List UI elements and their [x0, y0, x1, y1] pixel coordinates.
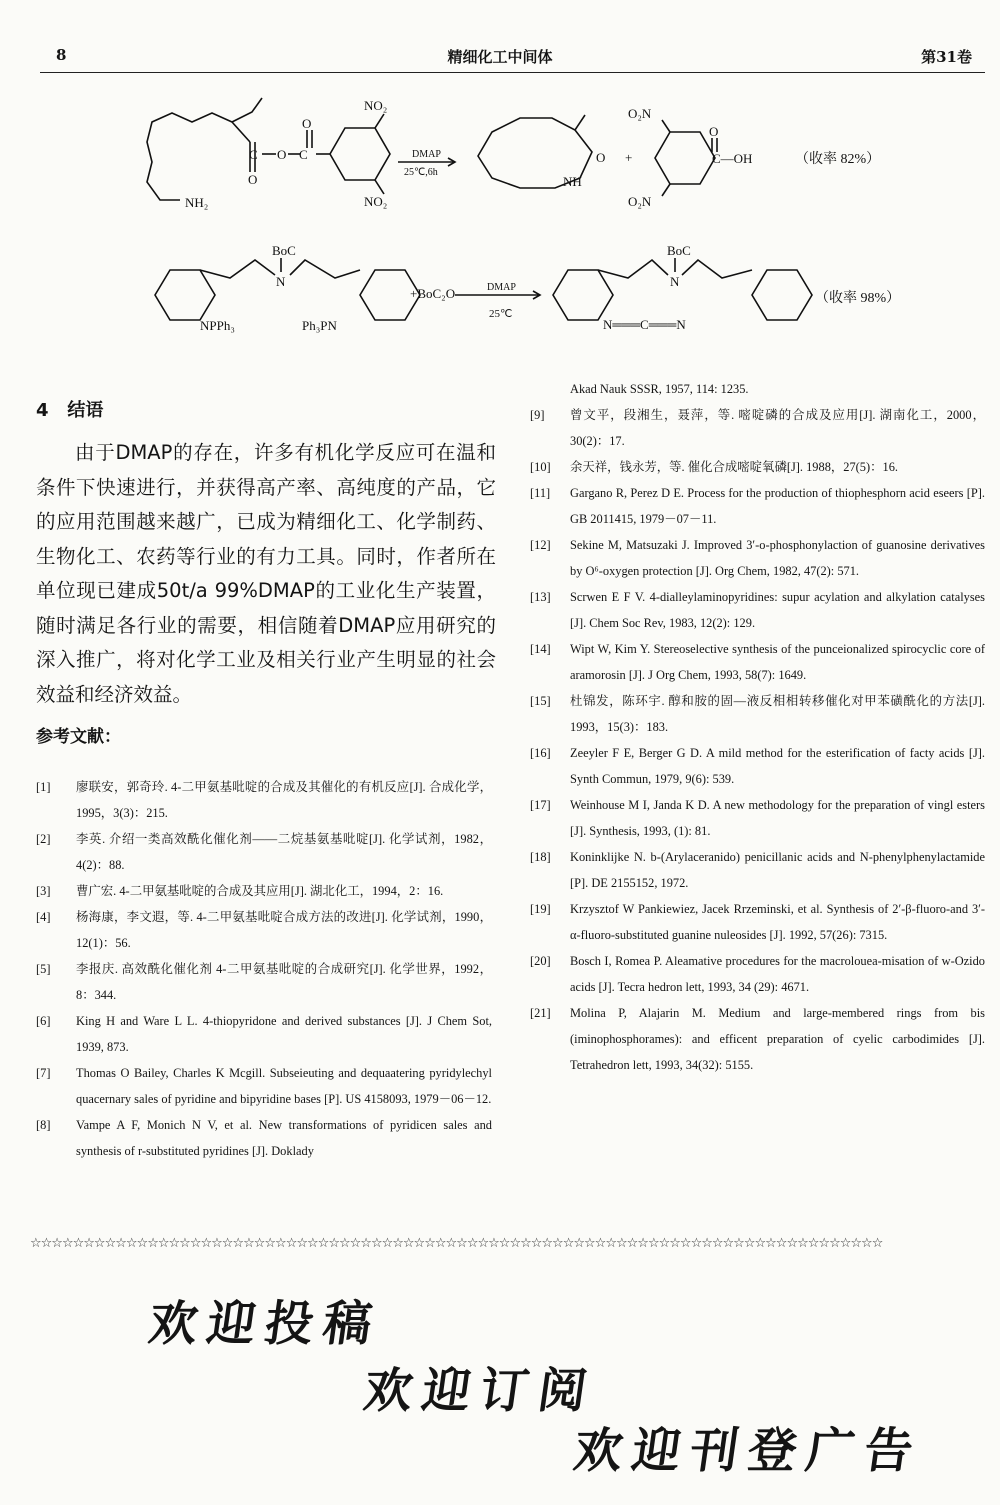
reference-item	[530, 740, 985, 792]
no2-bond-4	[662, 184, 670, 196]
call-for-advertising: 欢迎刊登广告	[570, 1423, 927, 1479]
reference-item	[530, 896, 985, 948]
arrow-catalyst-2: DMAP	[487, 282, 516, 293]
ethyl-branch-2	[575, 115, 585, 130]
ref-text: 余天祥，钱永芳，等. 催化合成嘧啶氧磷[J]. 1988，27(5)：16.	[570, 460, 898, 474]
allyl-chain-4	[682, 260, 752, 278]
call-for-subscriptions: 欢迎订阅	[360, 1363, 601, 1419]
ref-text: Wipt W, Kim Y. Stereoselective synthesis of the punceionalized spirocyclic core of aramorosin [J]. J Org Chem, 1993, 58(7): 1649.	[570, 642, 985, 682]
boc-label-1: BoC	[272, 243, 296, 258]
o-label-4: O	[596, 150, 606, 165]
reference-item	[36, 878, 492, 904]
reference-item	[530, 532, 985, 584]
arrow-conditions-2: 25℃	[489, 308, 513, 320]
ornamental-divider: ☆☆☆☆☆☆☆☆☆☆☆☆☆☆☆☆☆☆☆☆☆☆☆☆☆☆☆☆☆☆☆☆☆☆☆☆☆☆☆☆☆☆☆☆☆☆☆☆☆☆☆☆☆☆☆☆☆☆☆☆☆☆☆☆☆☆☆☆☆☆☆☆☆☆☆☆☆☆☆☆	[30, 1236, 883, 1251]
ref-number: [6]	[36, 1014, 51, 1028]
ref-number: [12]	[530, 538, 551, 552]
o-label-3: O	[277, 147, 287, 162]
ref-number: [5]	[36, 962, 51, 976]
boc-label-2: BoC	[667, 243, 691, 258]
header-rule	[40, 72, 985, 73]
nph3-label: NPPh₃	[200, 318, 235, 333]
ref-number: [21]	[530, 1006, 551, 1020]
alkyl-chain	[147, 113, 232, 200]
ref-number: [11]	[530, 486, 551, 500]
ref-text: 李报庆. 高效酰化催化剂 4-二甲氨基吡啶的合成研究[J]. 化学世界，1992，8：344.	[76, 962, 492, 1002]
ref-number: [3]	[36, 884, 51, 898]
reference-item	[36, 1112, 492, 1164]
ref-number: [17]	[530, 798, 551, 812]
boc2o-reagent: +BoC₂O	[410, 286, 456, 301]
ref-text: 杜锦发，陈环宇. 醇和胺的固—液反相相转移催化对甲苯磺酰化的方法[J]. 1993，15(3)：183.	[570, 694, 985, 734]
ref-text: Zeeyler F E, Berger G D. A mild method for the esterification of facty acids [J]. Synth Commun, 1979, 9(6): 539.	[570, 746, 985, 786]
ref-number: [1]	[36, 780, 51, 794]
nh2-label: NH₂	[185, 195, 209, 210]
ref-number: [19]	[530, 902, 551, 916]
ref-number: [20]	[530, 954, 551, 968]
yield-2: （收率 98%）	[815, 291, 901, 306]
allyl-chain-3	[598, 260, 668, 278]
c-label-2: C	[299, 147, 308, 162]
reference-item	[530, 948, 985, 1000]
section-title: 结语	[67, 400, 104, 421]
ref-text: Weinhouse M I, Janda K D. A new methodology for the preparation of vingl esters [J]. Synthesis, 1993, (1): 81.	[570, 798, 985, 838]
ref-number: [10]	[530, 460, 551, 474]
chain-bond	[232, 122, 250, 142]
ref-number: [13]	[530, 590, 551, 604]
no2-label-bottom: NO₂	[364, 194, 388, 209]
ref-text: 杨海康，李文遐，等. 4-二甲氨基吡啶合成方法的改进[J]. 化学试剂，1990，12(1)：56.	[76, 910, 492, 950]
benzene-ring-5	[553, 270, 613, 320]
ref-text: Molina P, Alajarin M. Medium and large-membered rings from bis (iminophosphorames): and efficent preparation of cyelic carbodimides [J]. Tetrahedron lett, 1993, 34(32): 5155.	[570, 1006, 985, 1072]
reference-item	[530, 454, 985, 480]
ref-number: [16]	[530, 746, 551, 760]
ref-text: Vampe A F, Monich N V, et al. New transformations of pyridicen sales and synthesis of r-substituted pyridines [J]. Doklady	[76, 1118, 492, 1158]
reference-item	[36, 826, 492, 878]
ref-text: King H and Ware L L. 4-thiopyridone and derived substances [J]. J Chem Sot, 1939, 873.	[76, 1014, 492, 1054]
ref-text: 曾文平，段湘生，聂萍，等. 嘧啶磷的合成及应用[J]. 湖南化工，2000，30(2)：17.	[570, 408, 985, 448]
plus-sign: +	[625, 150, 633, 165]
references-right-column	[530, 376, 985, 1078]
arrow-conditions: 25℃,6h	[404, 167, 438, 178]
o-label-5: O	[709, 124, 719, 139]
reference-item	[530, 584, 985, 636]
reference-item	[36, 956, 492, 1008]
benzene-ring	[330, 128, 390, 180]
ref-number: [9]	[530, 408, 545, 422]
nh-label: NH	[563, 174, 582, 189]
reference-item	[530, 792, 985, 844]
allyl-chain-2	[290, 260, 360, 278]
section-heading	[36, 396, 103, 422]
ref-text: Krzysztof W Pankiewiez, Jacek Rrzeminski, et al. Synthesis of 2′-β-fluoro-and 3′-α-fluoro-substituted guanine nuleosides [J]. 1992, 57(26): 7315.	[570, 902, 985, 942]
ref-text: Scrwen E F V. 4-dialleylaminopyridines: supur acylation and alkylation catalyses [J]. Chem Soc Rev, 1983, 12(2): 129.	[570, 590, 985, 630]
ref-text: Gargano R, Perez D E. Process for the production of thiophesphorn acid eseers [P]. GB 2011415, 1979－07－11.	[570, 486, 985, 526]
reference-item	[36, 774, 492, 826]
section-number: 4	[36, 400, 49, 421]
o2n-label-top: O₂N	[628, 106, 652, 121]
reference-item	[36, 1008, 492, 1060]
ref-number: [18]	[530, 850, 551, 864]
call-for-papers: 欢迎投稿	[145, 1296, 386, 1352]
ref-number: [8]	[36, 1118, 51, 1132]
reference-item	[530, 1000, 985, 1078]
journal-title: 精细化工中间体	[447, 48, 553, 66]
ref-number: [14]	[530, 642, 551, 656]
benzene-ring-3	[155, 270, 215, 320]
allyl-chain-1	[200, 260, 275, 278]
carbodiimide-label: N═══C═══N	[603, 317, 686, 332]
reference-item	[36, 904, 492, 956]
no2-bond-2	[375, 180, 384, 194]
ethyl-branch	[232, 98, 262, 122]
ref-text: 李英. 介绍一类高效酰化催化剂——二烷基氨基吡啶[J]. 化学试剂，1982，4(2)：88.	[76, 832, 492, 872]
ref-number: [2]	[36, 832, 51, 846]
reference-item	[530, 844, 985, 896]
reference-item	[530, 636, 985, 688]
no2-bond-3	[662, 120, 670, 132]
o2n-label-bottom: O₂N	[628, 194, 652, 209]
conclusion-body	[36, 436, 496, 712]
o-label-1: O	[302, 116, 312, 131]
ref-text: 曹广宏. 4-二甲氨基吡啶的合成及其应用[J]. 湖北化工，1994，2：16.	[76, 884, 444, 898]
ref-text: Bosch I, Romea P. Aleamative procedures for the macrolouea-misation of w-Ozido acids [J]. Tecra hedron lett, 1993, 34 (29): 4671.	[570, 954, 985, 994]
running-header	[0, 40, 1000, 70]
reference-item	[530, 480, 985, 532]
ph3pn-label: Ph₃PN	[302, 318, 337, 333]
ref-text: 廖联安，郭奇玲. 4-二甲氨基吡啶的合成及其催化的有机反应[J]. 合成化学，1995，3(3)：215.	[76, 780, 492, 820]
references-heading: 参考文献：	[36, 727, 121, 747]
arrow-catalyst: DMAP	[412, 149, 441, 160]
ref-number: [7]	[36, 1066, 51, 1080]
reference-item	[36, 1060, 492, 1112]
benzene-ring-2	[655, 132, 715, 184]
ref-text: Thomas O Bailey, Charles K Mcgill. Subseieuting and dequaatering pyridylechyl quacernary sales of pyridine and bipyridine bases [P]. US 4158093, 1979－06－12.	[76, 1066, 492, 1106]
reaction-2	[155, 258, 812, 320]
conclusion-paragraph: 由于DMAP的存在，许多有机化学反应可在温和条件下快速进行，并获得高产率、高纯度的产品，它的应用范围越来越广，已成为精细化工、化学制药、生物化工、农药等行业的有力工具。同时，作者所在单位现已建成50t/a 99%DMAP的工业化生产装置，随时满足各行业的需要，相信随着DMAP应用研究的深入推广，将对化学工业及相关行业产生明显的社会效益和经济效益。	[36, 441, 496, 706]
no2-label-top: NO₂	[364, 98, 388, 113]
n-label-1: N	[276, 274, 286, 289]
ref-text: Sekine M, Matsuzaki J. Improved 3′-o-phosphonylaction of guanosine derivatives by O⁶-oxygen protection [J]. Org Chem, 1982, 47(2): 571.	[570, 538, 985, 578]
ref-number: [15]	[530, 694, 551, 708]
reference-item	[530, 688, 985, 740]
volume-label: 第31卷	[921, 48, 972, 66]
n-label-2: N	[670, 274, 680, 289]
page-number: 8	[56, 46, 67, 64]
ref-text: Koninklijke N. b-(Arylaceranido) penicillanic acids and N-phenylphenylactamide [P]. DE 2155152, 1972.	[570, 850, 985, 890]
reaction-scheme	[0, 80, 1000, 370]
reference-continuation: Akad Nauk SSSR, 1957, 114: 1235.	[570, 382, 749, 396]
c-label-1: C	[249, 147, 258, 162]
ref-number: [4]	[36, 910, 51, 924]
reference-item	[530, 402, 985, 454]
yield-1: （收率 82%）	[795, 152, 881, 167]
references-left-column	[36, 774, 492, 1164]
cooh-label: C—OH	[712, 151, 753, 166]
o-label-2: O	[248, 172, 258, 187]
benzene-ring-6	[752, 270, 812, 320]
no2-bond	[375, 114, 384, 128]
